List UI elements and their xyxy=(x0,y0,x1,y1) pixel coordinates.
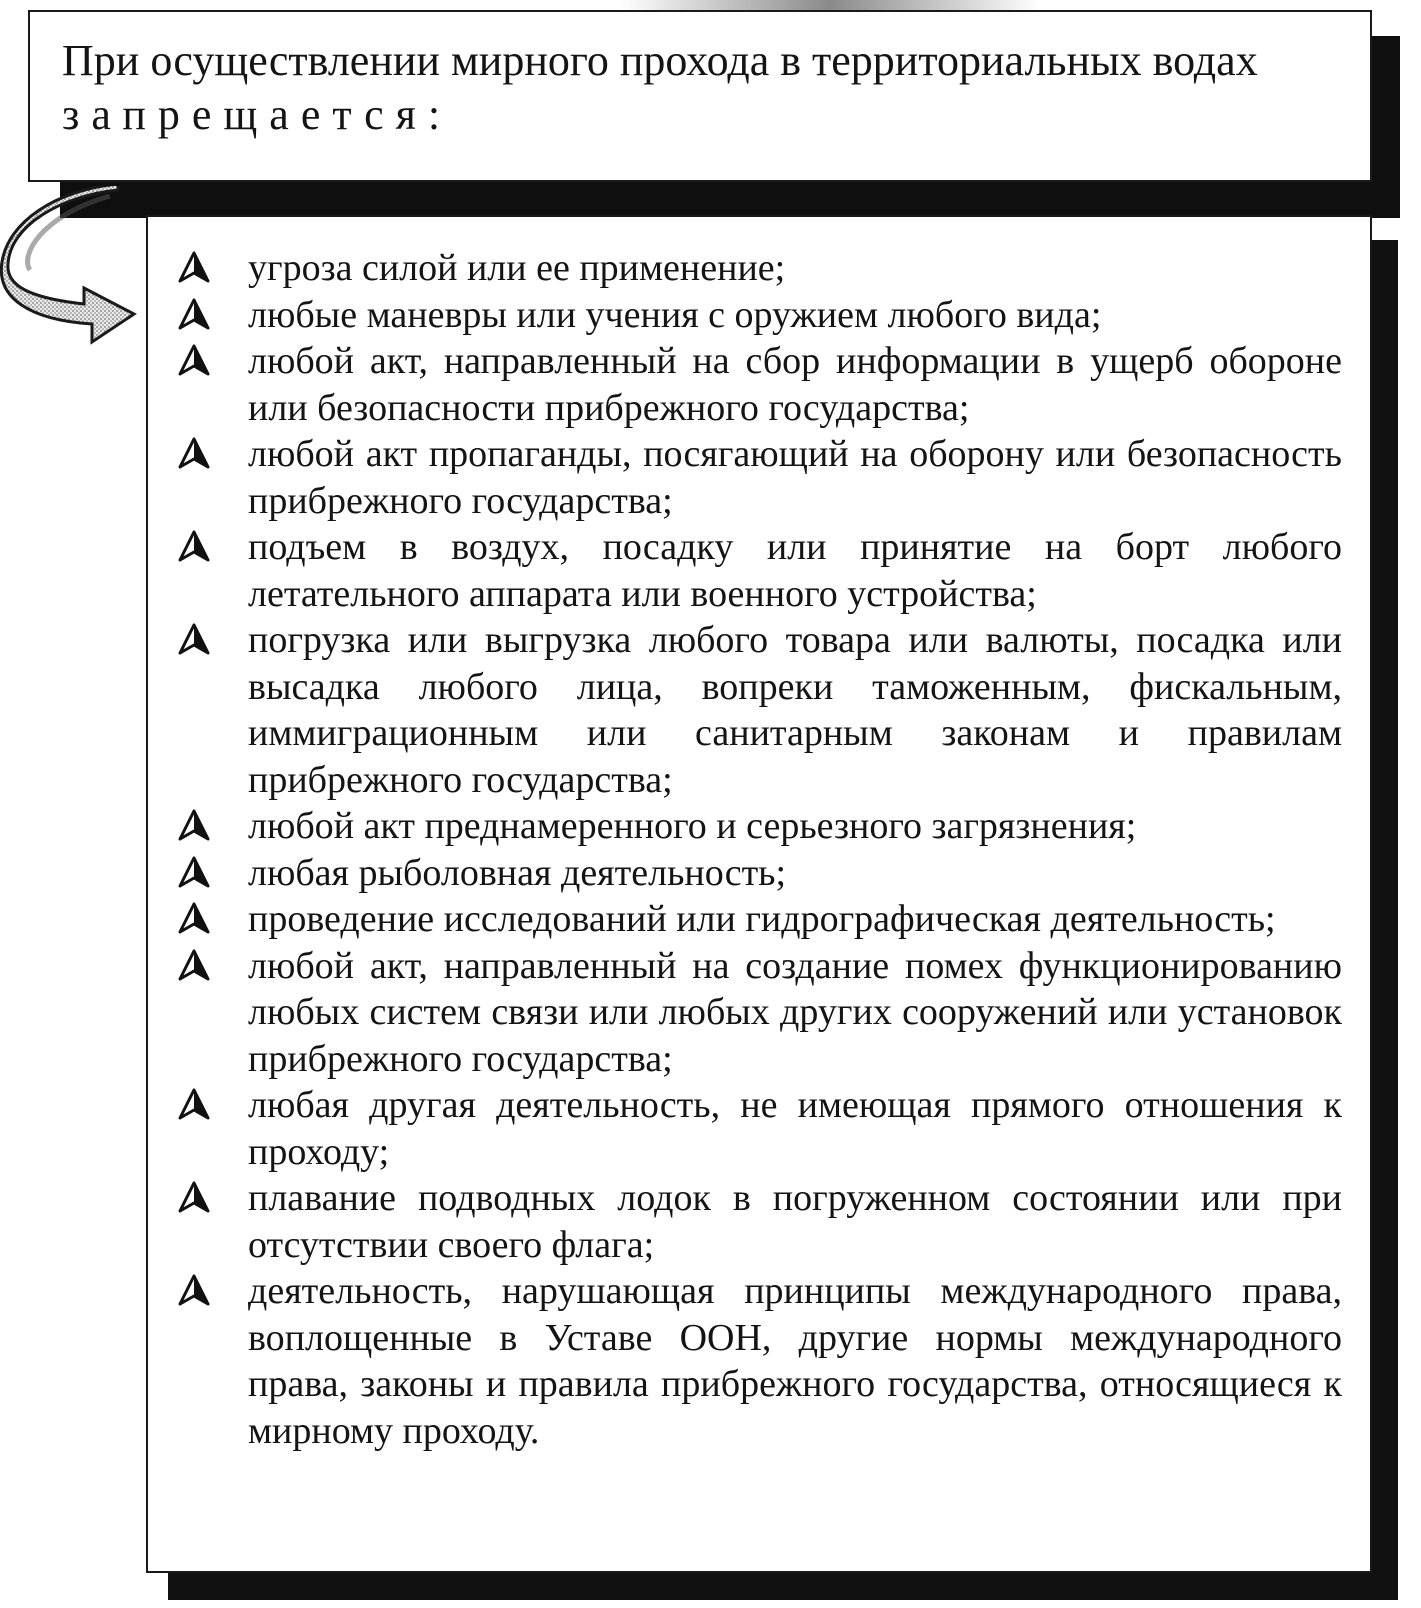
arrowhead-bullet-icon xyxy=(174,898,214,938)
list-item xyxy=(174,896,1342,943)
list-item-text: любые маневры или учения с оружием любого вида; xyxy=(248,293,1102,336)
scan-smudge xyxy=(620,0,1040,10)
arrowhead-bullet-icon xyxy=(174,945,214,985)
arrowhead-bullet-icon xyxy=(174,805,214,845)
arrowhead-bullet-icon xyxy=(174,852,214,892)
list-item xyxy=(174,524,1342,617)
list-item-text: подъем в воздух, посадку или принятие на борт любого летательного аппарата или военного устройства; xyxy=(248,526,1342,615)
header-box xyxy=(28,10,1372,182)
list-item xyxy=(174,1268,1342,1454)
list-item xyxy=(174,617,1342,803)
list-item xyxy=(174,292,1342,339)
list-item-text: любой акт, направленный на сбор информации в ущерб обороне или безопасности прибрежного государства; xyxy=(248,340,1342,429)
arrowhead-bullet-icon xyxy=(174,340,214,380)
arrowhead-bullet-icon xyxy=(174,294,214,334)
list-item-text: угроза силой или ее применение; xyxy=(248,247,786,289)
header-line-1: При осуществлении мирного прохода в территориальных водах xyxy=(62,36,1258,85)
header-title xyxy=(62,34,1352,142)
list-item xyxy=(174,245,1342,292)
list-item-text: проведение исследований или гидрографическая деятельность; xyxy=(248,898,1276,940)
list-item-text: любая другая деятельность, не имеющая прямого отношения к проходу; xyxy=(248,1084,1342,1173)
arrowhead-bullet-icon xyxy=(174,1177,214,1217)
curved-arrow-icon xyxy=(0,186,150,346)
list-item xyxy=(174,1175,1342,1268)
list-item xyxy=(174,943,1342,1083)
list-item-text: любой акт, направленный на создание помех функционированию любых систем связи или любых других сооружений или установок прибрежного государства; xyxy=(248,944,1342,1080)
list-item-text: любая рыболовная деятельность; xyxy=(248,851,787,894)
arrowhead-bullet-icon xyxy=(174,433,214,473)
list-item-text: любой акт преднамеренного и серьезного загрязнения; xyxy=(248,805,1137,847)
list-item-text: любой акт пропаганды, посягающий на оборону или безопасность прибрежного государства; xyxy=(248,433,1342,522)
list-item-text: деятельность, нарушающая принципы международного права, воплощенные в Уставе ООН, другие нормы международного права, законы и правила прибрежного государства, относящиеся к мирному проходу. xyxy=(248,1270,1342,1452)
main-box xyxy=(146,215,1372,1573)
list-item xyxy=(174,431,1342,524)
arrowhead-bullet-icon xyxy=(174,619,214,659)
list-item-text: плавание подводных лодок в погруженном состоянии или при отсутствии своего флага; xyxy=(248,1177,1342,1266)
header-line-2: запрещается: xyxy=(62,90,453,139)
arrowhead-bullet-icon xyxy=(174,1270,214,1310)
list-item xyxy=(174,850,1342,897)
arrowhead-bullet-icon xyxy=(174,247,214,287)
list-item-text: погрузка или выгрузка любого товара или валюты, посадка или высадка любого лица, вопреки таможенным, фискальным, иммиграционным или санитарным законам и правилам прибрежного государства; xyxy=(248,619,1342,801)
arrowhead-bullet-icon xyxy=(174,1084,214,1124)
list-item xyxy=(174,338,1342,431)
list-item xyxy=(174,803,1342,850)
prohibitions-list xyxy=(174,245,1342,1454)
arrowhead-bullet-icon xyxy=(174,526,214,566)
list-item xyxy=(174,1082,1342,1175)
